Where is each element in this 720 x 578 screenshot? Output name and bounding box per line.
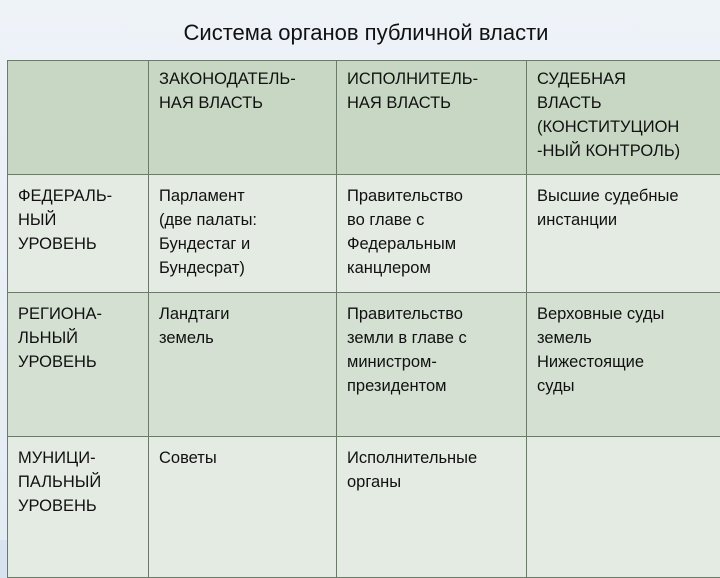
row-label: ФЕДЕРАЛЬ- НЫЙ УРОВЕНЬ [8, 175, 149, 293]
row-label: МУНИЦИ- ПАЛЬНЫЙ УРОВЕНЬ [8, 437, 149, 578]
table-cell: Правительство во главе с Федеральным канцлером [337, 175, 527, 293]
header-cell-executive: ИСПОЛНИТЕЛЬ- НАЯ ВЛАСТЬ [337, 61, 527, 175]
power-system-table [7, 60, 720, 578]
header-cell-empty [8, 61, 149, 175]
table-cell: Советы [149, 437, 337, 578]
header-cell-judicial: СУДЕБНАЯ ВЛАСТЬ (КОНСТИТУЦИОН -НЫЙ КОНТРОЛЬ) [527, 61, 720, 175]
slide-title: Система органов публичной власти [0, 20, 720, 46]
table-cell: Ландтаги земель [149, 293, 337, 437]
table-cell: Правительство земли в главе с министром- президентом [337, 293, 527, 437]
table-cell: Парламент (две палаты: Бундестаг и Бундесрат) [149, 175, 337, 293]
table-row-regional [8, 293, 720, 437]
table-cell: Исполнительные органы [337, 437, 527, 578]
table-cell [527, 437, 720, 578]
row-label: РЕГИОНА- ЛЬНЫЙ УРОВЕНЬ [8, 293, 149, 437]
table-row-municipal [8, 437, 720, 578]
header-cell-legislative: ЗАКОНОДАТЕЛЬ- НАЯ ВЛАСТЬ [149, 61, 337, 175]
table-row-federal [8, 175, 720, 293]
table-header-row [8, 61, 720, 175]
table-cell: Высшие судебные инстанции [527, 175, 720, 293]
table-cell: Верховные суды земель Нижестоящие суды [527, 293, 720, 437]
